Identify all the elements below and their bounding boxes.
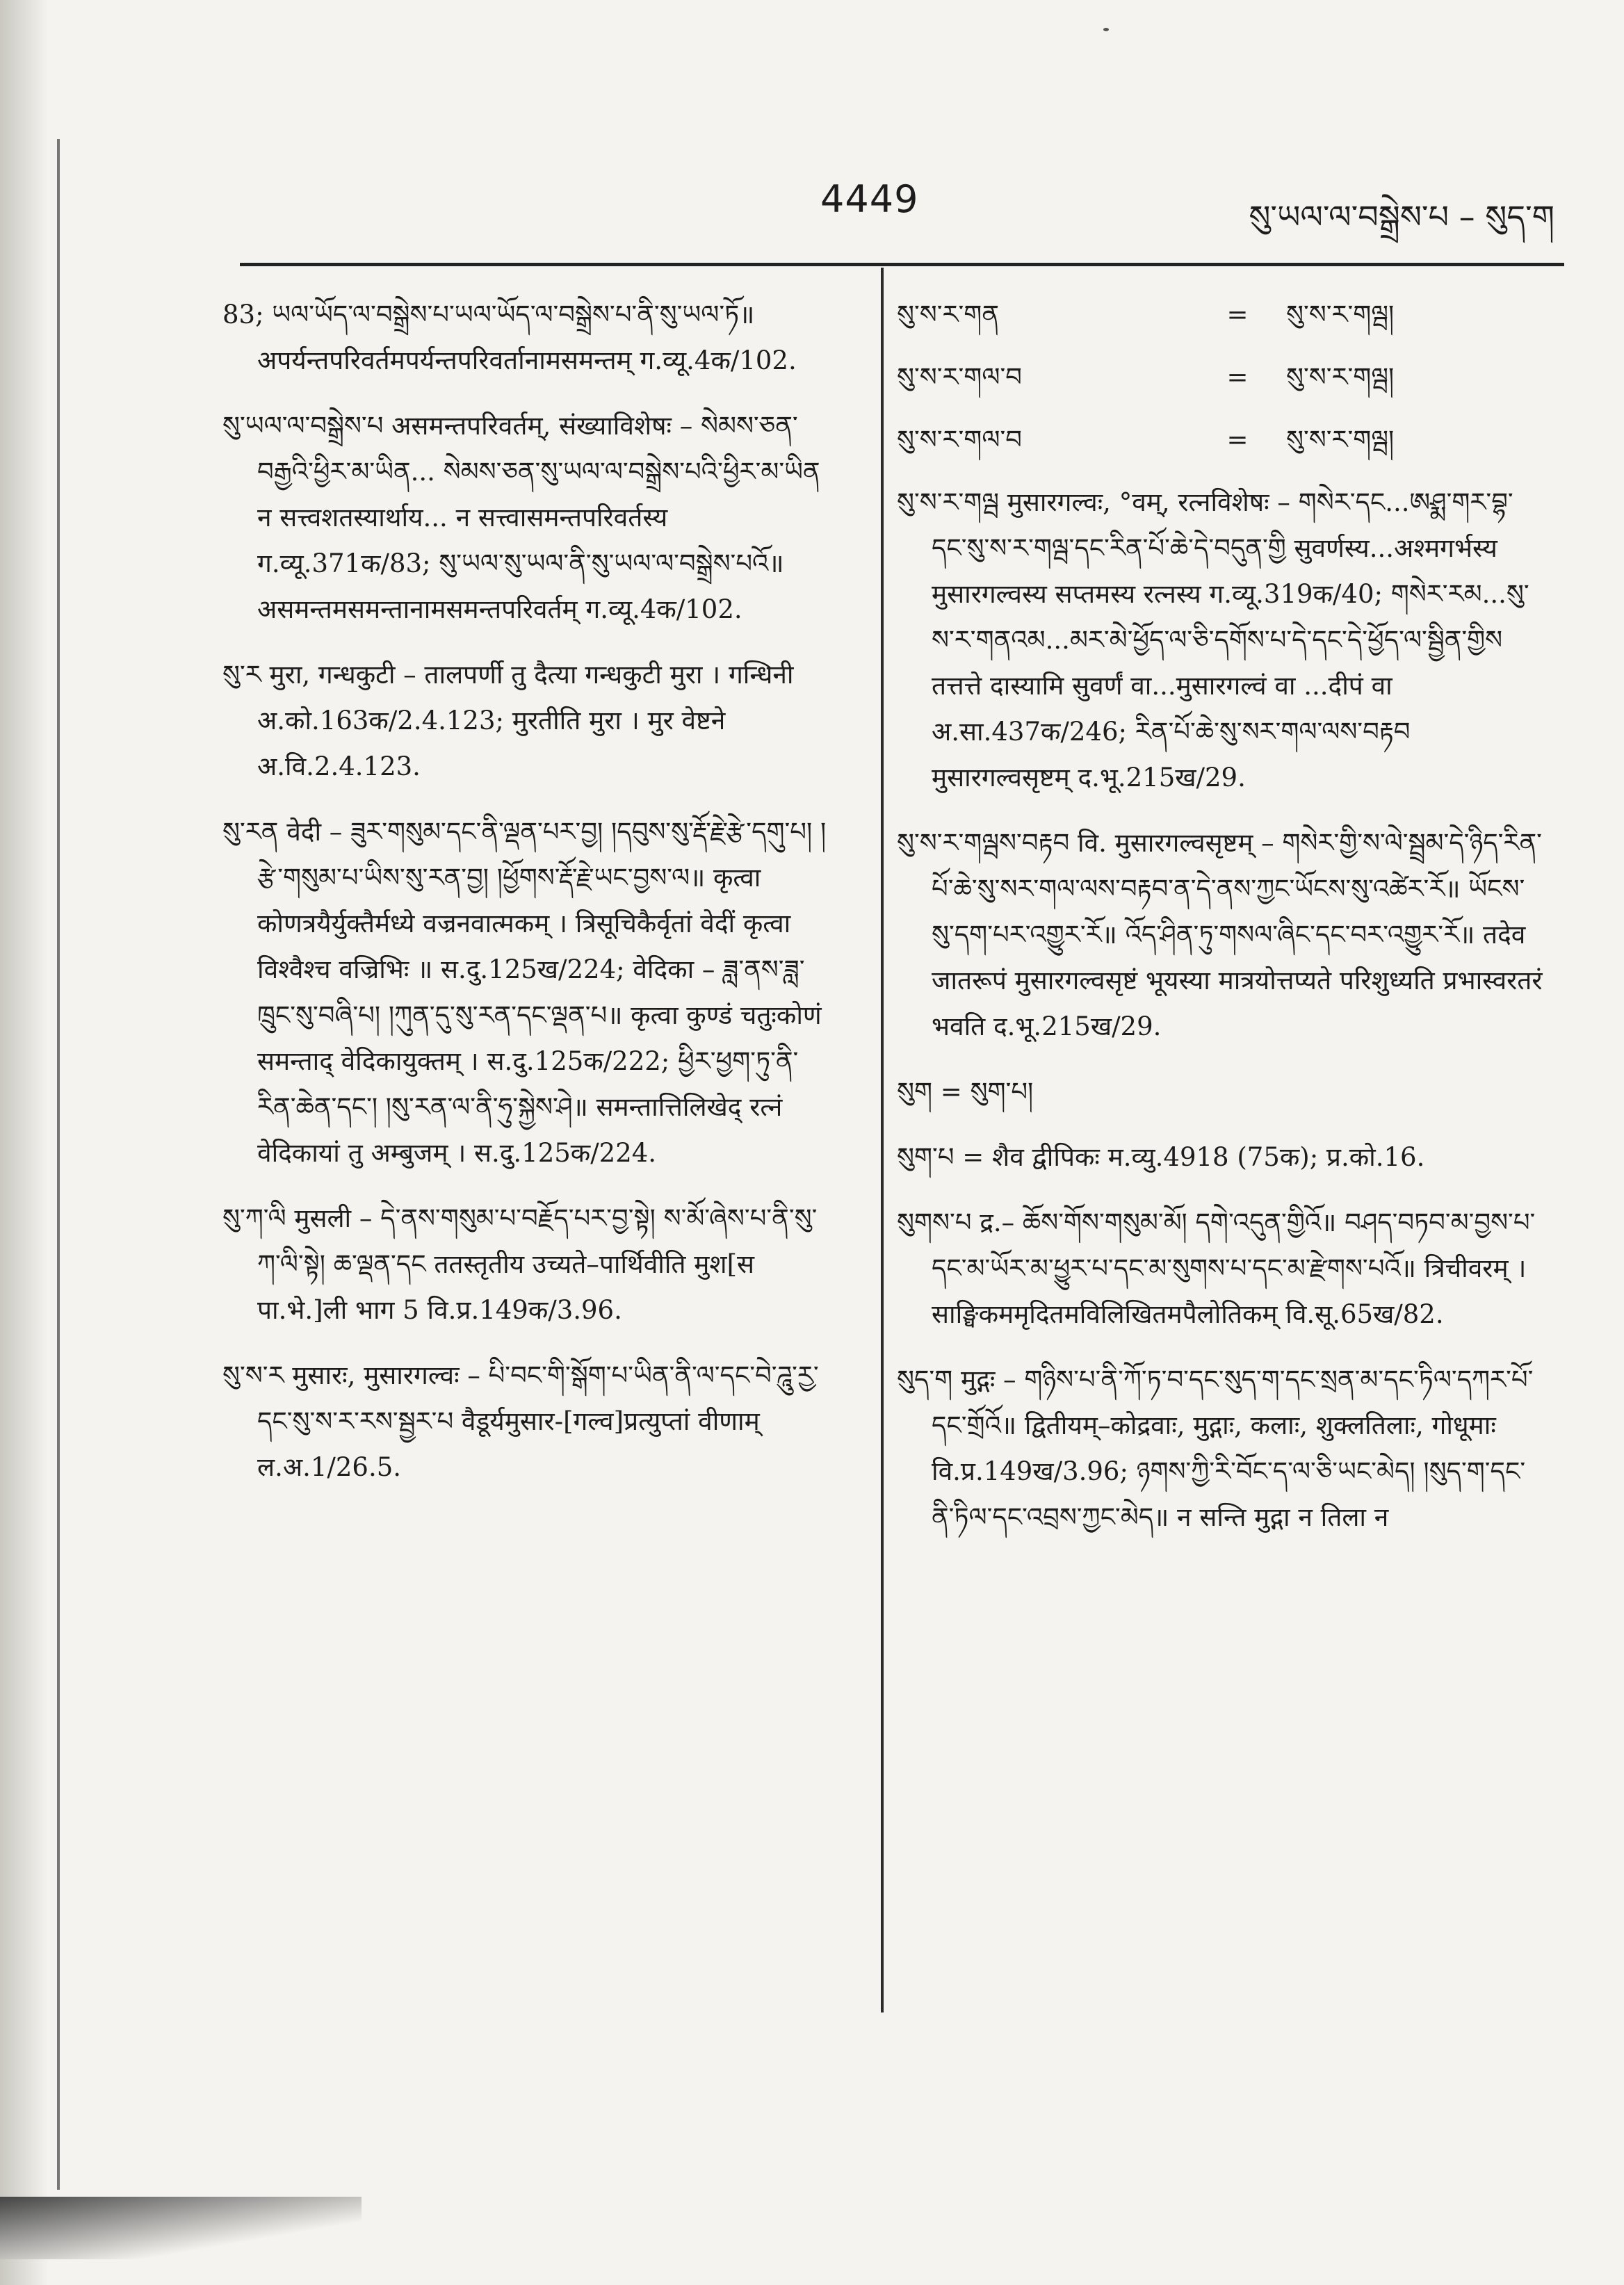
cross-reference-target: སུ་ས་ར་གལྦ།: [1286, 425, 1395, 455]
page-edge-shadow: [0, 0, 49, 2285]
cross-reference-source: སུ་ས་ར་གལ་བ: [897, 362, 1022, 392]
cross-reference-row: [897, 417, 1543, 463]
cross-reference-source: སུ་ས་ར་གལ་བ: [897, 425, 1022, 455]
page-edge-line: [57, 139, 60, 2190]
right-column: [897, 292, 1543, 1560]
speck-mark: [1103, 28, 1109, 31]
entry: སུག = སུག་པ།: [897, 1077, 1034, 1107]
left-column: [222, 292, 834, 1510]
header-rule: [240, 263, 1564, 266]
entry: སུ་ཡལ་ལ་བསྒྲེས་པ असमन्तपरिवर्तम्, संख्याविशेषः – སེམས་ཅན་བརྒྱའི་ཕྱིར་མ་ཡིན... སེམས་ཅན་སུ་ཡལ་ལ་བསྒྲེས་པའི་ཕྱིར་མ་ཡིན न सत्त्वशतस्यार्थाय... न सत्त्वासमन्तपरिवर्तस्य ग.व्यू.371क/83; སུ་ཡལ་སུ་ཡལ་ནི་སུ་ཡལ་ལ་བསྒྲེས་པའོ॥ असमन्तमसमन्तानामसमन्तपरिवर्तम् ग.व्यू.4क/102.: [222, 411, 820, 624]
running-head: སུ་ཡལ་ལ་བསྒྲེས་པ – སུད་ག: [1249, 198, 1554, 236]
cross-reference-row: [897, 355, 1543, 400]
entry: སུག་པ = शैव द्वीपिकः म.व्यु.4918 (75क); प्र.को.16.: [897, 1142, 1425, 1172]
page-number: 4449: [820, 177, 919, 221]
entry: སུ་ར मुरा, गन्धकुटी – तालपर्णी तु दैत्या गन्धकुटी मुरा । गन्धिनी अ.को.163क/2.4.123; मुरतीति मुरा । मुर वेष्टने अ.वि.2.4.123.: [222, 660, 794, 781]
entry: སུ་ཀ་ལི मुसली – དེ་ནས་གསུམ་པ་བརྗོད་པར་བྱ་སྟེ། ས་མོ་ཞེས་པ་ནི་སུ་ཀ་ལི་སྟེ། ཆ་ལྡན་དང ततस्तृतीय उच्यते–पार्थिवीति मुश[स पा.भे.]ली भाग 5 वि.प्र.149क/3.96.: [222, 1203, 818, 1325]
entry: སུ་ས་ར मुसारः, मुसारगल्वः – པི་བང་གི་སྒོག་པ་ཡིན་ནི་ལ་དང་བེ་ཌཱུ་རྱ་དང་སུ་ས་ར་རས་སྦྱར་པ वैडूर्यमुसार-[गल्व]प्रत्युप्तां वीणाम् ल.अ.1/26.5.: [222, 1360, 819, 1482]
cross-reference-target: སུ་ས་ར་གལྦ།: [1286, 362, 1395, 392]
page-corner-shadow: [0, 2197, 362, 2259]
entry: སུ་རན वेदी – ཟུར་གསུམ་དང་ནི་ལྡན་པར་བྱ། །དབུས་སུ་རྡོ་རྗེ་རྩེ་དགུ་པ། །རྩེ་གསུམ་པ་ཡིས་སུ་རན་བྱ། །ཕྱོགས་རྡོ་རྗེ་ཡང་བྱས་ལ॥ कृत्वा कोणत्रयैर्युक्तैर्मध्ये वज्रनवात्मकम् । त्रिसूचिकैर्वृतां वेदीं कृत्वा विश्वैश्च वज्रिभिः ॥ स.दु.125ख/224; वेदिका – ཟླ་ནས་ཟླ་ཁྲུང་སུ་བཞི་པ། །ཀུན་དུ་སུ་རན་དང་ལྡན་པ॥ कृत्वा कुण्डं चतुःकोणं समन्ताद् वेदिकायुक्तम् । स.दु.125क/222; ཕྱིར་ཕྱག་ཏུ་ནི་རིན་ཆེན་དང་། །སུ་རན་ལ་ནི་ཧུ་སྐྱེས་ཤེ॥ समन्तात्तिलिखेद् रत्नं वेदिकायां तु अम्बुजम् । स.दु.125क/224.: [222, 817, 827, 1168]
cross-reference-equals: =: [1226, 362, 1249, 392]
cross-reference-target: སུ་ས་ར་གལྦ།: [1286, 300, 1395, 330]
cross-reference-source: སུ་ས་ར་གན: [897, 300, 1000, 330]
cross-reference-equals: =: [1226, 425, 1249, 455]
entry: 83; ཡལ་ཡོད་ལ་བསྒྲེས་པ་ཡལ་ཡོད་ལ་བསྒྲེས་པ་ནི་སུ་ཡལ་ཏོ॥ अपर्यन्तपरिवर्तमपर्यन्तपरिवर्तानामसमन्तम् ग.व्यू.4क/102.: [222, 300, 797, 375]
column-divider: [881, 268, 884, 2012]
entry: སུད་ག मुद्गः – གཉིས་པ་ནི་ཀོ་ཏ་བ་དང་སུད་ག་དང་སྲན་མ་དང་ཏིལ་དཀར་པོ་དང་གྲོའོ॥ द्वितीयम्–कोद्रवाः, मुद्गाः, कलाः, शुक्लतिलाः, गोधूमाः वि.प्र.149ख/3.96; ཉགས་ཀྱི་རི་བོང་ད་ལ་ཅི་ཡང་མེད། །སུད་ག་དང་ནི་ཏིལ་དང་འབྲས་ཀྱང་མེད॥ न सन्ति मुद्गा न तिला न: [897, 1365, 1534, 1532]
cross-reference-row: [897, 292, 1543, 338]
entry: སུགས་པ द्र.– ཆོས་གོས་གསུམ་མོ། དགེ་འདུན་གྱིའོ॥ བཤད་བཏབ་མ་བྱས་པ་དང་མ་ཡོར་མ་ཕྱུར་པ་དང་མ་སུགས་པ་དང་མ་རྫེགས་པའོ॥ त्रिचीवरम् । साङ्घिकममृदितमविलिखितमपैलोतिकम् वि.सू.65ख/82.: [897, 1207, 1536, 1329]
cross-reference-equals: =: [1226, 300, 1249, 330]
entry: སུ་ས་ར་གལྦས་བརྟབ वि. मुसारगल्वसृष्टम् – གསེར་གྱི་ས་ལེ་སྦྲམ་དེ་ཉིད་རིན་པོ་ཆེ་སུ་སར་གལ་ལས་བརྟབ་ན་དེ་ནས་ཀྱང་ཡོངས་སུ་འཚེར་རོ॥ ཡོངས་སུ་དག་པར་འགྱུར་རོ॥ འོད་ཤིན་ཏུ་གསལ་ཞིང་དང་བར་འགྱུར་རོ॥ तदेव जातरूपं मुसारगल्वसृष्टं भूयस्या मात्रयोत्तप्यते परिशुध्यति प्रभास्वरतरं भवति द.भू.215ख/29.: [897, 828, 1543, 1041]
entry: སུ་ས་ར་གལྦ मुसारगल्वः, °वम्, रत्नविशेषः – གསེར་དང...ཨཤྨ་གར་བྷ་དང་སུ་ས་ར་གལྦ་དང་རིན་པོ་ཆེ་དེ་བདུན་གྱི सुवर्णस्य...अश्मगर्भस्य मुसारगल्वस्य सप्तमस्य रत्नस्य ग.व्यू.319क/40; གསེར་རམ...སུ་ས་ར་གནའམ...མར་མེ་ཕྱོད་ལ་ཅི་དགོས་པ་དེ་དང་དེ་ཕྱོད་ལ་སྦྱིན་གྱིས तत्तत्ते दास्यामि सुवर्णं वा...मुसारगल्वं वा ...दीपं वा अ.सा.437क/246; རིན་པོ་ཆེ་སུ་སར་གལ་ལས་བརྟབ मुसारगल्वसृष्टम् द.भू.215ख/29.: [897, 487, 1529, 792]
